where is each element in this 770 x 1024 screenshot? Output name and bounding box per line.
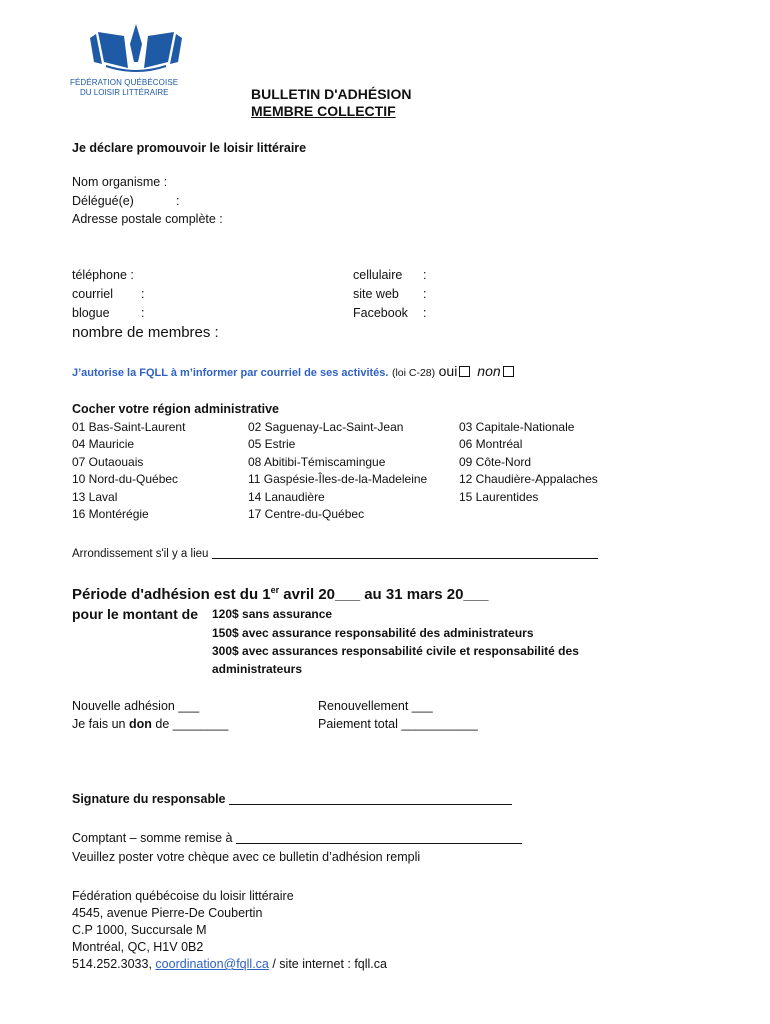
don-pre: Je fais un <box>72 717 129 731</box>
delegue-colon: : <box>176 194 180 208</box>
nom-organisme-label: Nom organisme : <box>72 175 168 189</box>
option-150: 150$ avec assurance responsabilité des administrateurs <box>212 626 534 640</box>
telephone-label: téléphone : <box>72 268 134 282</box>
comptant-line[interactable] <box>236 831 522 844</box>
cellulaire-label: cellulaire <box>353 268 403 282</box>
contact-line <box>72 955 387 974</box>
periode-heading <box>72 585 488 603</box>
facebook-label: Facebook <box>353 306 408 320</box>
region-item[interactable]: 09 Côte-Nord <box>459 454 532 469</box>
region-item[interactable]: 05 Estrie <box>248 437 296 452</box>
region-item[interactable]: 03 Capitale-Nationale <box>459 420 575 434</box>
site-web-colon: : <box>423 287 427 301</box>
cellulaire-colon: : <box>423 268 427 282</box>
address-line4: Montréal, QC, H1V 0B2 <box>72 940 204 954</box>
consent-text: J’autorise la FQLL à m’informer par courriel de ses activités. <box>72 367 389 379</box>
region-item[interactable]: 02 Saguenay-Lac-Saint-Jean <box>248 420 404 434</box>
montant-label: pour le montant de <box>72 606 198 622</box>
org-name-line2: DU LOISIR LITTÉRAIRE <box>80 88 169 97</box>
adresse-label: Adresse postale complète : <box>72 212 223 226</box>
regions-heading: Cocher votre région administrative <box>72 402 280 416</box>
region-item[interactable]: 15 Laurentides <box>459 489 539 504</box>
consent-oui-checkbox[interactable] <box>459 366 470 377</box>
comptant-label: Comptant – somme remise à <box>72 831 233 845</box>
arrondissement-label: Arrondissement s'il y a lieu <box>72 548 209 560</box>
address-line1: Fédération québécoise du loisir littéraire <box>72 889 294 903</box>
consent-oui-label: oui <box>438 363 458 379</box>
region-item[interactable]: 01 Bas-Saint-Laurent <box>72 420 186 434</box>
delegue-label: Délégué(e) <box>72 194 134 208</box>
form-title <box>251 86 411 120</box>
comptant-row <box>72 829 522 848</box>
signature-line[interactable] <box>229 792 512 805</box>
fqll-logo-icon <box>86 22 186 74</box>
courriel-label: courriel <box>72 287 113 301</box>
don-row[interactable] <box>72 715 228 734</box>
region-item[interactable]: 14 Lanaudière <box>248 489 325 504</box>
region-item[interactable]: 08 Abitibi-Témiscamingue <box>248 454 386 469</box>
region-item[interactable]: 12 Chaudière-Appalaches <box>459 472 598 487</box>
arrondissement-line[interactable] <box>212 546 598 559</box>
consent-law: (loi C-28) <box>391 367 436 379</box>
don-post: de ________ <box>151 717 229 731</box>
don-bold: don <box>128 717 152 731</box>
signature-label: Signature du responsable <box>72 792 226 806</box>
region-item[interactable]: 17 Centre-du-Québec <box>248 507 365 522</box>
renouvellement[interactable]: Renouvellement ___ <box>318 699 433 713</box>
periode-part1: Période d'adhésion est du 1 <box>72 586 271 603</box>
arrondissement-row <box>72 546 598 560</box>
blogue-label: blogue <box>72 306 110 320</box>
signature-row <box>72 792 512 806</box>
address-line3: C.P 1000, Succursale M <box>72 923 207 937</box>
org-name-line1: FÉDÉRATION QUÉBÉCOISE <box>70 78 179 87</box>
periode-part2: avril 20___ au 31 mars 20___ <box>279 586 489 603</box>
consent-row <box>72 363 514 379</box>
poster-text: Veuillez poster votre chèque avec ce bulletin d’adhésion rempli <box>72 850 421 864</box>
nombre-membres-label: nombre de membres : <box>72 324 219 341</box>
option-300: 300$ avec assurances responsabilité civile et responsabilité des <box>212 644 579 658</box>
regions-col1 <box>72 419 185 523</box>
region-item[interactable]: 07 Outaouais <box>72 454 144 469</box>
email-link[interactable]: coordination@fqll.ca <box>155 957 269 971</box>
declaration: Je déclare promouvoir le loisir littéraire <box>72 141 307 155</box>
consent-non-label: non <box>477 363 501 379</box>
regions-col2 <box>248 419 427 523</box>
region-item[interactable]: 06 Montréal <box>459 437 523 452</box>
periode-sup: er <box>270 585 280 595</box>
phone: 514.252.3033, <box>72 957 156 971</box>
region-item[interactable]: 16 Montérégie <box>72 507 149 522</box>
region-item[interactable]: 04 Mauricie <box>72 437 135 452</box>
paiement-total[interactable]: Paiement total ___________ <box>318 717 478 731</box>
nouvelle-adhesion[interactable]: Nouvelle adhésion ___ <box>72 699 200 713</box>
courriel-colon: : <box>141 287 145 301</box>
region-item[interactable]: 10 Nord-du-Québec <box>72 472 179 487</box>
site-web-label: site web <box>353 287 399 301</box>
consent-non-checkbox[interactable] <box>503 366 514 377</box>
option-120: 120$ sans assurance <box>212 607 333 621</box>
title-line1: BULLETIN D'ADHÉSION <box>251 86 412 102</box>
region-item[interactable]: 13 Laval <box>72 489 118 504</box>
facebook-colon: : <box>423 306 427 320</box>
region-item[interactable]: 11 Gaspésie-Îles-de-la-Madeleine <box>248 472 428 487</box>
site-text: / site internet : fqll.ca <box>268 957 387 971</box>
title-line2: MEMBRE COLLECTIF <box>251 103 396 119</box>
option-300-cont: administrateurs <box>212 662 303 676</box>
regions-col3 <box>459 419 598 506</box>
address-line2: 4545, avenue Pierre-De Coubertin <box>72 906 263 920</box>
blogue-colon: : <box>141 306 145 320</box>
